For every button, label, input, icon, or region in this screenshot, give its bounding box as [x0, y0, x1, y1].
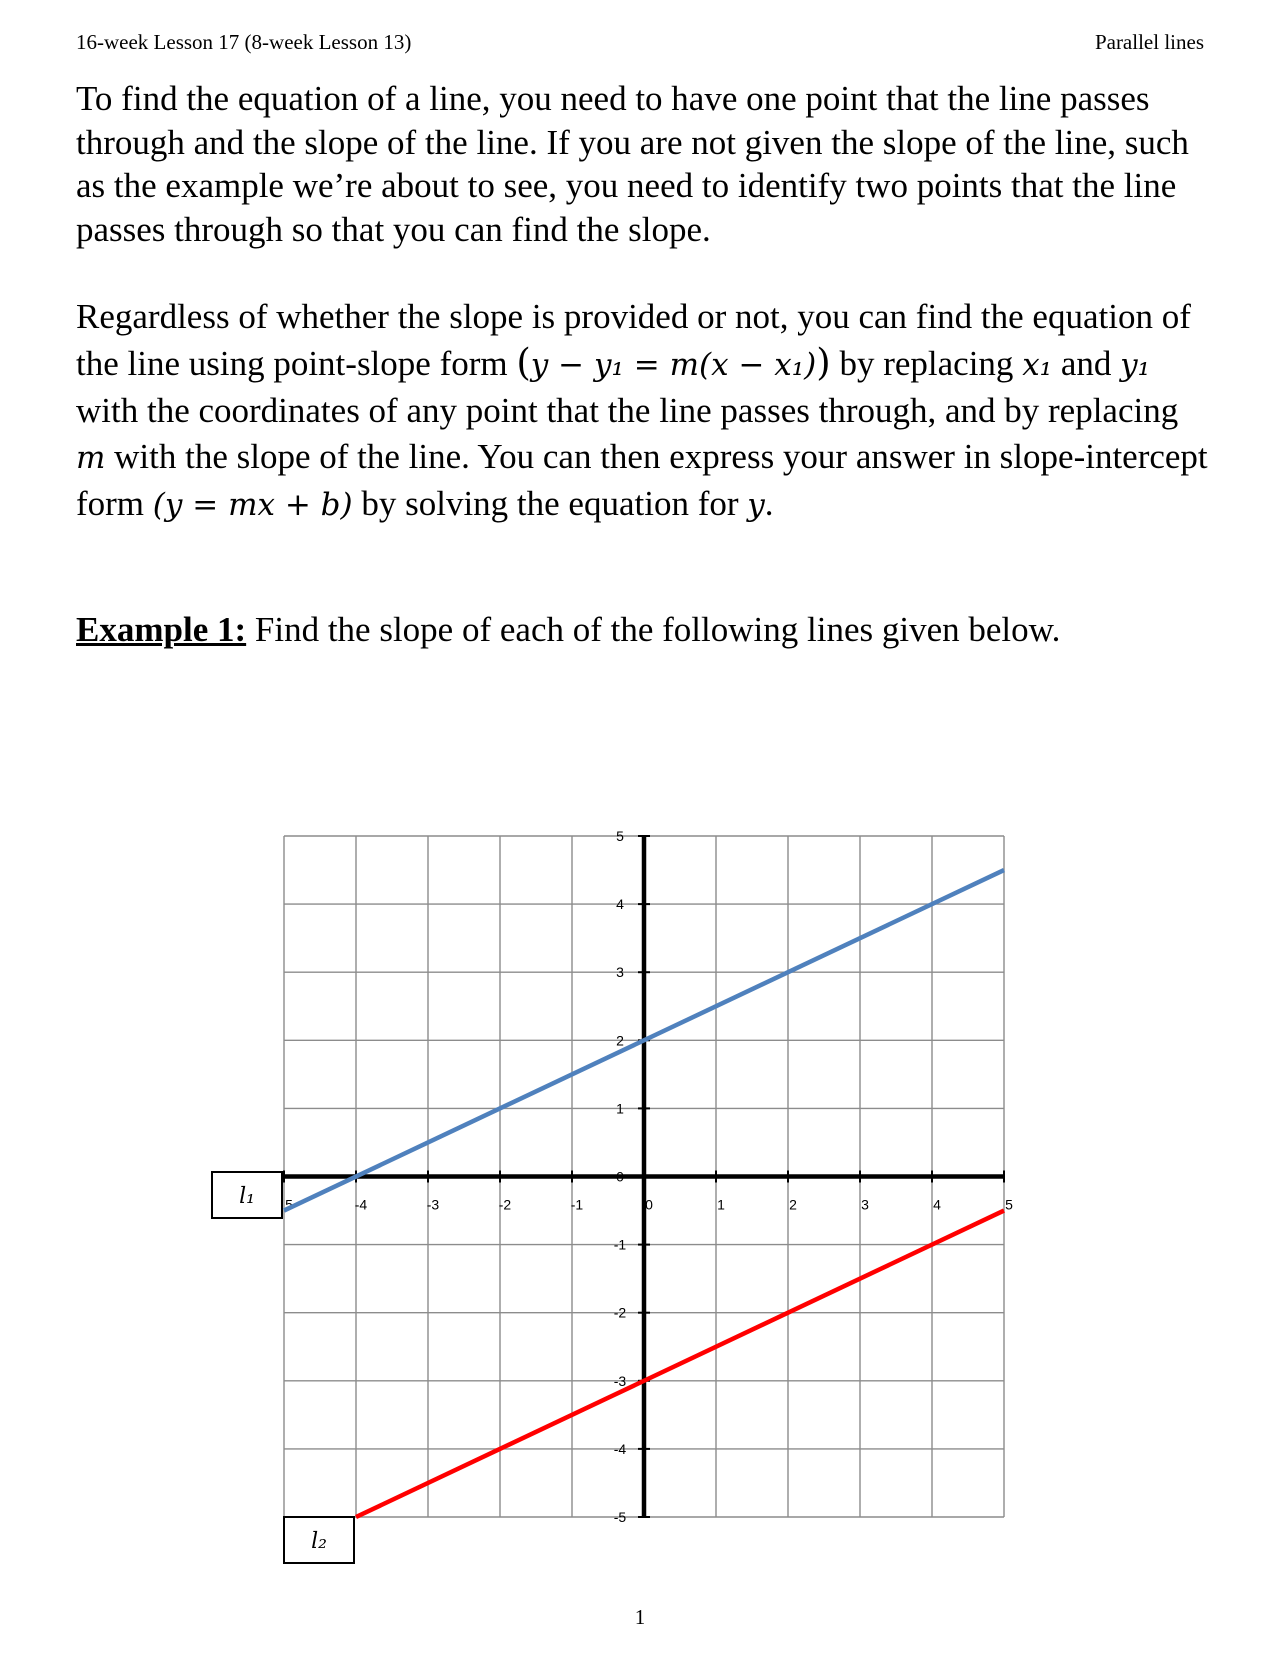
- text-segment: by solving the equation for: [352, 484, 748, 523]
- series-line-2: [356, 1211, 1004, 1517]
- y-tick-label: -3: [613, 1372, 627, 1389]
- y-tick-label: 3: [616, 964, 624, 981]
- var-m: m: [76, 439, 106, 476]
- formula-slope-intercept: (y = mx + b): [152, 487, 353, 523]
- formula-point-slope: (y − y₁ = m(x − x₁)): [516, 340, 831, 384]
- x-tick-label: 2: [789, 1196, 797, 1213]
- page-number: 1: [634, 1605, 646, 1629]
- y-tick-label: 0: [616, 1168, 624, 1185]
- x-tick-label: 5: [285, 1196, 293, 1213]
- x-tick-label: -3: [426, 1196, 440, 1213]
- text-segment: with the coordinates of any point that the line passes through, and by replacing: [76, 391, 1179, 430]
- y-tick-label: 4: [616, 896, 624, 913]
- x-tick-label: 4: [933, 1196, 941, 1213]
- text-segment: with the slope of the line. You can then express your answer in slope-intercept form: [76, 436, 1208, 523]
- example-text: Find the slope of each of the following lines given below.: [246, 610, 1061, 649]
- x-tick-label: -2: [498, 1196, 512, 1213]
- header-lesson: 16-week Lesson 17 (8-week Lesson 13): [76, 30, 412, 54]
- var-y: y: [747, 487, 765, 523]
- y-tick-label: -1: [613, 1236, 627, 1253]
- x-tick-label: -1: [570, 1196, 584, 1213]
- y-tick-label: -2: [613, 1304, 627, 1321]
- text-segment: .: [764, 484, 774, 523]
- text-segment: and: [1052, 343, 1121, 383]
- y-tick-label: -5: [613, 1509, 627, 1525]
- var-x1: x₁: [1022, 346, 1053, 383]
- formula-point-slope-text: y − y₁ = m(x − x₁): [530, 346, 817, 383]
- x-tick-label: 5: [1005, 1196, 1013, 1213]
- y-tick-label: -4: [613, 1440, 627, 1457]
- text-segment: Regardless of whether the slope is provided or not, you can find the equation of the line using point-slope form: [76, 297, 1191, 383]
- var-y1: y₁: [1120, 346, 1151, 383]
- x-tick-label: 1: [717, 1196, 725, 1213]
- intro-paragraph: To find the equation of a line, you need to have one point that the line passes through and the slope of the line. If you are not given the slope of the line, such as the example we’re about to see, you need to identify two points that the line passes through so that you can find the slope.: [76, 79, 1189, 249]
- series-label-1: l₁: [239, 1184, 255, 1209]
- y-tick-label: 5: [616, 828, 624, 844]
- x-tick-label: -4: [354, 1196, 368, 1213]
- y-tick-label: 2: [616, 1032, 624, 1049]
- text-segment: by replacing: [830, 343, 1023, 383]
- x-tick-label: 3: [861, 1196, 869, 1213]
- series-label-2: l₂: [311, 1529, 327, 1554]
- header-topic: Parallel lines: [1094, 30, 1204, 54]
- y-tick-label: 1: [616, 1100, 624, 1117]
- x-tick-label: 0: [645, 1196, 653, 1213]
- example-label: Example 1:: [76, 610, 247, 649]
